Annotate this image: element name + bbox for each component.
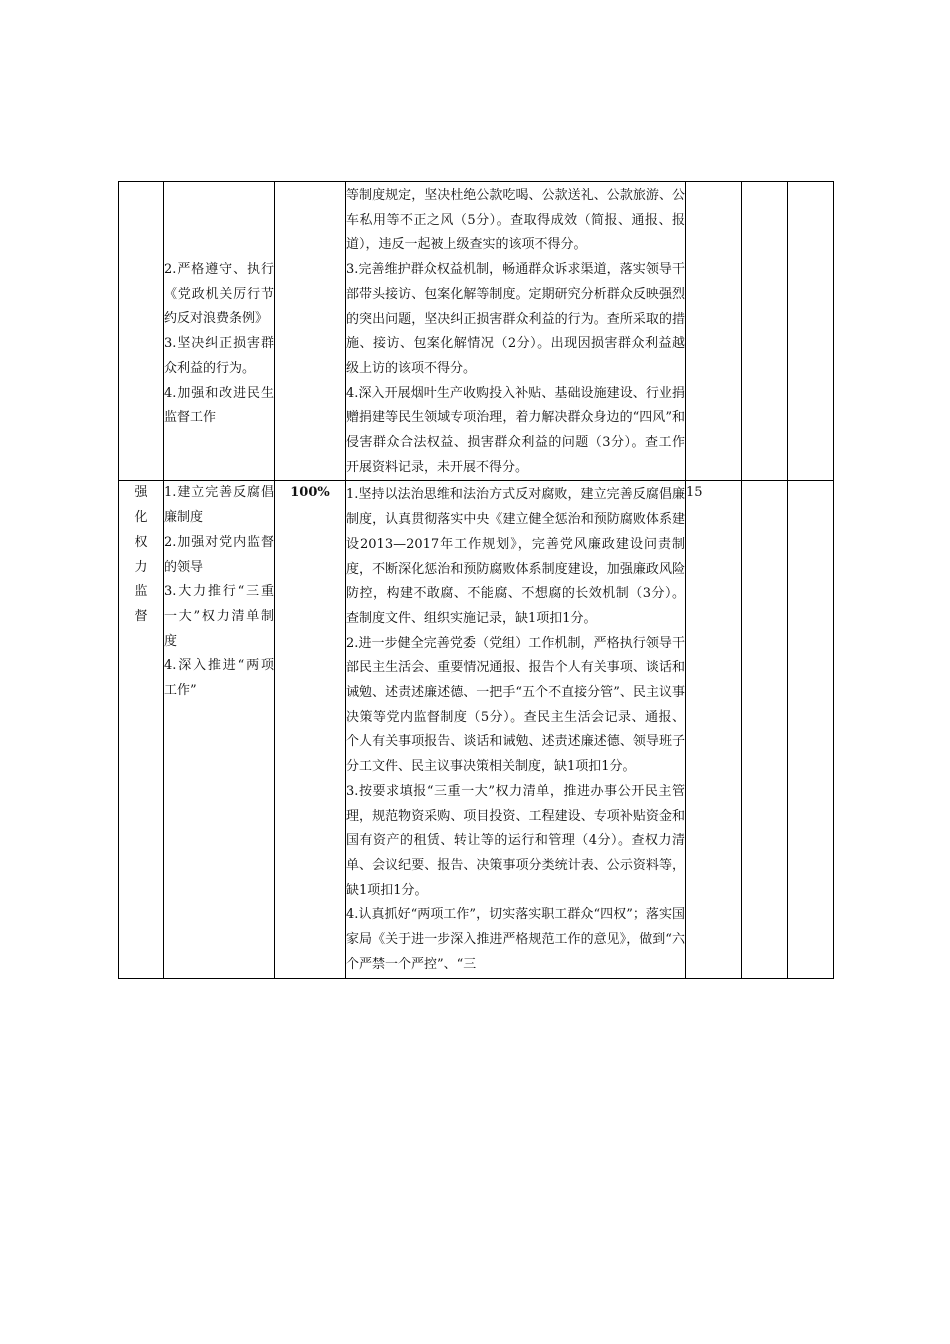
requirements-cell bbox=[164, 182, 275, 481]
category-cell bbox=[119, 182, 164, 481]
standard-item: 等制度规定，坚决杜绝公款吃喝、公款送礼、公款旅游、公车私用等不正之风（5分）。查取得成效（简报、通报、报道），违反一起被上级查实的该项不得分。 bbox=[346, 188, 685, 253]
requirement-item: 4.加强和改进民生监督工作 bbox=[164, 385, 274, 426]
category-char: 监 bbox=[134, 584, 148, 600]
standard-item: 4.深入开展烟叶生产收购投入补贴、基础设施建设、行业捐赠捐建等民生领域专项治理，着力解决群众身边的“四风”和侵害群众合法权益、损害群众利益的问题（3分）。查工作开展资料记录，未开展不得分。 bbox=[346, 385, 685, 475]
category-char: 强 bbox=[134, 485, 148, 501]
requirement-item: 4.深入推进“两项工作” bbox=[164, 658, 274, 699]
empty-cell bbox=[742, 182, 788, 481]
empty-cell bbox=[788, 182, 834, 481]
weight-cell: 100% bbox=[275, 481, 346, 978]
empty-cell bbox=[742, 481, 788, 978]
category-cell bbox=[119, 481, 164, 978]
requirements-cell bbox=[164, 481, 275, 978]
weight-cell bbox=[275, 182, 346, 481]
category-char: 督 bbox=[134, 608, 148, 624]
standard-item: 1.坚持以法治思维和法治方式反对腐败，建立完善反腐倡廉制度，认真贯彻落实中央《建立健全惩治和预防腐败体系建设2013—2017年工作规划》，完善党风廉政建设问责制度，不断深化惩治和预防腐败体系制度建设，加强廉政风险防控，构建不敢腐、不能腐、不想腐的长效机制（3分）。查制度文件、组织实施记录，缺1项扣1分。 bbox=[346, 487, 685, 626]
category-char: 力 bbox=[134, 559, 148, 575]
standard-item: 4.认真抓好“两项工作”，切实落实职工群众“四权”；落实国家局《关于进一步深入推进严格规范工作的意见》，做到“六个严禁一个严控”、“三 bbox=[346, 907, 685, 972]
requirement-item: 2.加强对党内监督的领导 bbox=[164, 534, 274, 575]
empty-cell bbox=[788, 481, 834, 978]
score-cell bbox=[686, 182, 742, 481]
requirement-item: 2.严格遵守、执行《党政机关厉行节约反对浪费条例》 bbox=[164, 262, 274, 327]
table-row bbox=[119, 481, 834, 978]
requirement-item: 1.建立完善反腐倡廉制度 bbox=[164, 485, 274, 526]
standard-item: 3.按要求填报“三重一大”权力清单，推进办事公开民主管理，规范物资采购、项目投资、工程建设、专项补贴资金和国有资产的租赁、转让等的运行和管理（4分）。查权力清单、会议纪要、报告、决策事项分类统计表、公示资料等，缺1项扣1分。 bbox=[346, 783, 685, 898]
assessment-table bbox=[118, 181, 834, 979]
table-row bbox=[119, 182, 834, 481]
score-cell: 15 bbox=[686, 481, 742, 978]
category-char: 化 bbox=[134, 510, 148, 526]
standards-cell bbox=[346, 481, 686, 978]
standard-item: 2.进一步健全完善党委（党组）工作机制，严格执行领导干部民主生活会、重要情况通报、报告个人有关事项、谈话和诫勉、述责述廉述德、一把手“五个不直接分管”、民主议事决策等党内监督制度（5分）。查民主生活会记录、通报、个人有关事项报告、谈话和诫勉、述责述廉述德、领导班子分工文件、民主议事决策相关制度，缺1项扣1分。 bbox=[346, 635, 685, 775]
category-char: 权 bbox=[134, 534, 148, 550]
standards-cell bbox=[346, 182, 686, 481]
requirement-item: 3.大力推行“三重一大”权力清单制度 bbox=[164, 584, 274, 649]
standard-item: 3.完善维护群众权益机制，畅通群众诉求渠道，落实领导干部带头接访、包案化解等制度。定期研究分析群众反映强烈的突出问题，坚决纠正损害群众利益的行为。查所采取的措施、接访、包案化解情况（2分）。出现因损害群众利益越级上访的该项不得分。 bbox=[346, 262, 685, 376]
requirement-item: 3.坚决纠正损害群众利益的行为。 bbox=[164, 336, 274, 376]
